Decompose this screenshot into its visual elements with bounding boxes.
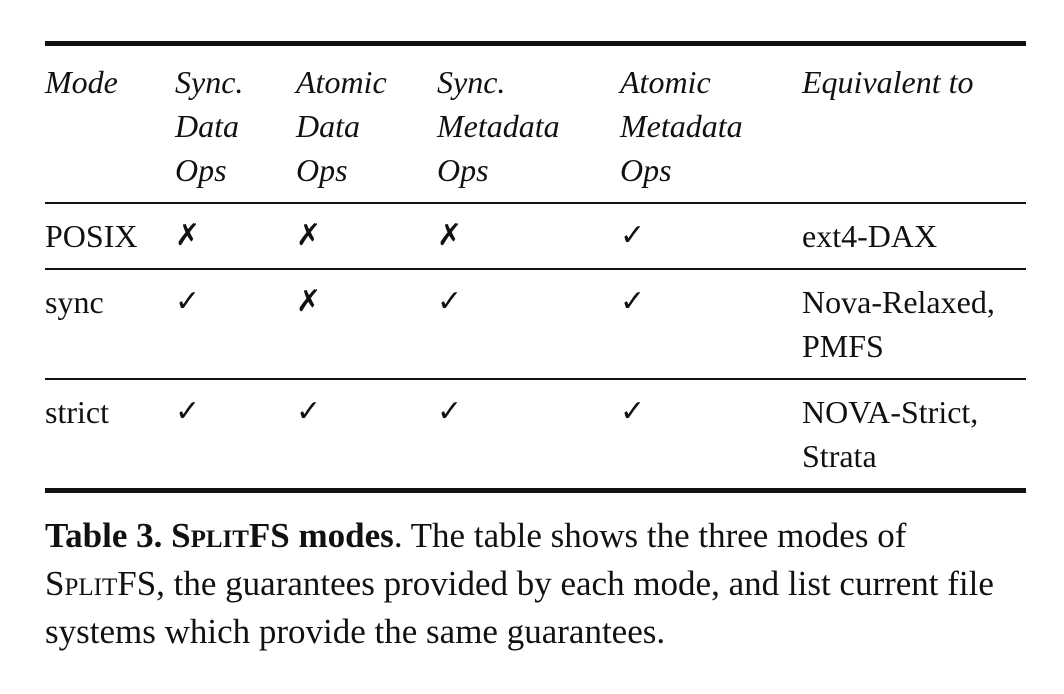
header-line: Ops — [296, 152, 348, 188]
cell-equivalent — [802, 269, 1026, 379]
header-row — [45, 44, 1026, 204]
header-sync-metadata-ops — [437, 44, 620, 204]
cell-mode: sync — [45, 284, 104, 320]
cell-atomic-data: ✗ — [296, 284, 322, 319]
caption-label — [45, 516, 394, 555]
cell-atomic-data: ✗ — [296, 218, 322, 253]
cell-mode: strict — [45, 394, 109, 430]
caption-text: . The table shows the three modes of — [393, 516, 907, 555]
header-line: Atomic — [620, 64, 711, 100]
modes-table — [45, 41, 1026, 493]
caption-label-suffix: modes — [289, 516, 394, 555]
header-line: Metadata — [437, 108, 560, 144]
equivalent-line: NOVA-Strict, — [802, 394, 979, 430]
table-row-sync — [45, 269, 1026, 379]
caption-text: , the guarantees provided by each mode, and list current file systems which provide the same guarantees. — [45, 564, 994, 651]
header-equivalent-to — [802, 44, 1026, 204]
cell-mode: POSIX — [45, 218, 138, 254]
cell-equivalent — [802, 203, 1026, 269]
cell-atomic-metadata: ✓ — [620, 394, 646, 429]
cell-atomic-metadata: ✓ — [620, 218, 646, 253]
table-row-strict — [45, 379, 1026, 491]
header-line: Metadata — [620, 108, 743, 144]
header-line: Data — [175, 108, 239, 144]
table-row-posix — [45, 203, 1026, 269]
cell-atomic-data: ✓ — [296, 394, 322, 429]
cell-sync-metadata: ✓ — [437, 394, 463, 429]
header-atomic-data-ops — [296, 44, 437, 204]
header-line: Mode — [45, 64, 118, 100]
cell-sync-data: ✓ — [175, 394, 201, 429]
cell-equivalent — [802, 379, 1026, 491]
header-line: Sync. — [175, 64, 244, 100]
table-container — [45, 41, 1026, 493]
cell-sync-data: ✓ — [175, 284, 201, 319]
equivalent-line: PMFS — [802, 328, 884, 364]
header-atomic-metadata-ops — [620, 44, 802, 204]
header-line: Atomic — [296, 64, 387, 100]
cell-sync-data: ✗ — [175, 218, 201, 253]
equivalent-line: Nova-Relaxed, — [802, 284, 995, 320]
header-line: Ops — [437, 152, 489, 188]
caption-label-prefix: Table 3. — [45, 516, 172, 555]
header-line: Equivalent to — [802, 64, 974, 100]
header-line: Data — [296, 108, 360, 144]
cell-sync-metadata: ✓ — [437, 284, 463, 319]
caption-system-name: SplitFS — [45, 564, 157, 603]
header-mode — [45, 44, 175, 204]
header-line: Ops — [620, 152, 672, 188]
equivalent-line: Strata — [802, 438, 877, 474]
table-caption — [45, 512, 1030, 656]
caption-label-name: SplitFS — [171, 516, 290, 555]
equivalent-line: ext4-DAX — [802, 218, 938, 254]
header-line: Ops — [175, 152, 227, 188]
header-sync-data-ops — [175, 44, 296, 204]
header-line: Sync. — [437, 64, 506, 100]
cell-sync-metadata: ✗ — [437, 218, 463, 253]
cell-atomic-metadata: ✓ — [620, 284, 646, 319]
